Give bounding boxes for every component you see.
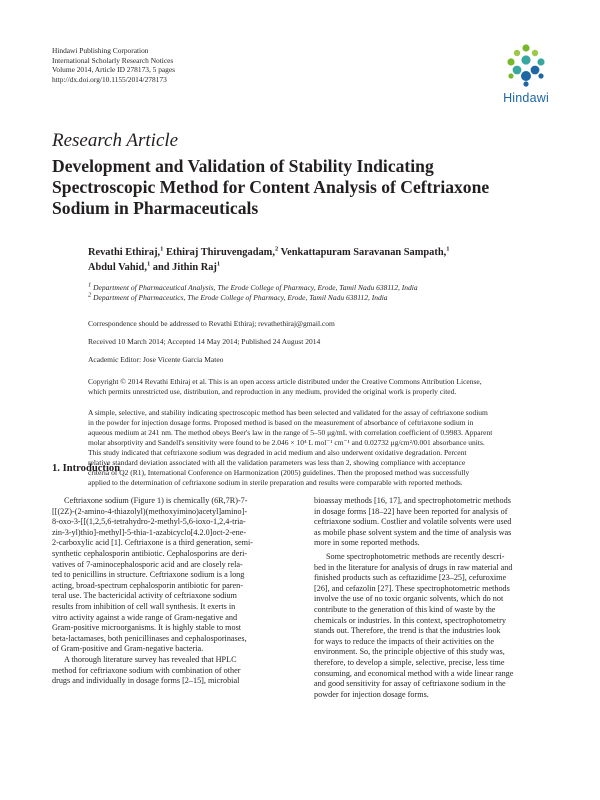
body-text-line: Gram-positive microorganisms. It is highly stable to most bbox=[52, 623, 242, 633]
body-text-line: therefore, to develop a simple, selective, precise, less time bbox=[314, 657, 505, 667]
article-type: Research Article bbox=[52, 130, 179, 151]
body-text-line: drugs and individually in dosage forms [2–15], microbial bbox=[52, 676, 240, 686]
right-column bbox=[314, 496, 554, 700]
body-text-line: vatives of 7-aminocephalosporic acid and are closely rela- bbox=[52, 559, 243, 569]
editor-text: Academic Editor: Jose Vicente Garcia Mateo bbox=[88, 355, 224, 364]
author-affiliation-mark: 1 bbox=[146, 260, 151, 268]
body-text-line: vitro activity against a wide range of Gram-negative and bbox=[52, 612, 238, 622]
body-text-line: 8-oxo-3-[[(1,2,5,6-tetrahydro-2-methyl-5,6-ioxo-1,2,4-tria- bbox=[52, 517, 246, 527]
abstract-line: A simple, selective, and stability indicating spectroscopic method has been selected and validated for the assay of ceftriaxone sodium bbox=[88, 408, 488, 417]
copyright-notice bbox=[88, 377, 578, 397]
body-text-line: acting, broad-spectrum cephalosporin antibiotic for paren- bbox=[52, 580, 243, 590]
affiliation-mark: 2 bbox=[88, 291, 92, 299]
body-text-line: contribute to the generation of this kind of waste by the bbox=[314, 604, 496, 614]
body-text-line: involve the use of no toxic organic solvents, which do not bbox=[314, 594, 504, 604]
title-line: Spectroscopic Method for Content Analysis of Ceftriaxone bbox=[52, 177, 490, 197]
body-text-line: powder for injection dosage forms. bbox=[314, 689, 429, 699]
copyright-line: Copyright © 2014 Revathi Ethiraj et al. This is an open access article distributed under the Creative Commons Attribution License, bbox=[88, 377, 482, 386]
correspondence bbox=[88, 319, 578, 329]
abstract-line: applied to the determination of ceftriaxone sodium in sterile preparation and results were comparable with reported methods. bbox=[88, 478, 463, 487]
body-text-line: ted to penicillins in structure. Ceftriaxone sodium is a long bbox=[52, 570, 245, 580]
body-text-line: stands out. Therefore, the trend is that the industries look bbox=[314, 626, 501, 636]
body-text-line: A thorough literature survey has revealed that HPLC bbox=[64, 654, 237, 664]
body-text-line: consuming, and economical method with a wide linear range bbox=[314, 668, 514, 678]
hindawi-logo-text: Hindawi bbox=[503, 91, 549, 105]
abstract-line: criteria of Q2 (R1), International Conference on Harmonization (2005) guidelines. Then the proposed method was successfully bbox=[88, 468, 470, 477]
abstract-line: aqueous medium at 241 nm. The method obeys Beer's law in the range of 5–50 μg/mL with correlation coefficient of 0.9983. Apparent bbox=[88, 428, 493, 437]
body-text-line: environment. So, the principle objective of this study was, bbox=[314, 647, 505, 657]
academic-editor bbox=[88, 355, 578, 365]
abstract-line: This study indicated that ceftriaxone sodium was degraded in acid medium and also underwent oxidative degradation. Percent bbox=[88, 448, 467, 457]
abstract-line: in the powder for injection dosage forms. Proposed method is based on the measurement of absorbance of ceftriaxone sodium in bbox=[88, 418, 474, 427]
body-text-line: for ways to reduce the impacts of their activities on the bbox=[314, 636, 495, 646]
affiliation bbox=[88, 283, 578, 293]
affiliation-mark: 1 bbox=[88, 281, 92, 289]
author-list bbox=[88, 245, 568, 275]
abstract bbox=[88, 408, 578, 488]
author-name[interactable]: Revathi Ethiraj, bbox=[88, 247, 161, 258]
body-text-line: Ceftriaxone sodium (Figure 1) is chemically (6R,7R)-7- bbox=[64, 496, 248, 505]
body-text-line: more in some reported methods. bbox=[314, 538, 420, 548]
body-text-line: ceftriaxone sodium. Costlier and volatile solvents were used bbox=[314, 517, 512, 527]
author-name[interactable]: Venkattapuram Saravanan Sampath, bbox=[278, 247, 447, 258]
copyright-line: which permits unrestricted use, distribution, and reproduction in any medium, provided the original work is properly cited. bbox=[88, 387, 457, 396]
left-column bbox=[52, 496, 292, 687]
dates-text: Received 10 March 2014; Accepted 14 May 2014; Published 24 August 2014 bbox=[88, 337, 321, 346]
body-text-line: results from inhibition of cell wall synthesis. It exerts in bbox=[52, 601, 236, 611]
section-heading-introduction: 1. Introduction bbox=[52, 463, 121, 474]
hindawi-logo-icon bbox=[506, 43, 546, 87]
author-line bbox=[88, 245, 568, 260]
journal-header bbox=[52, 46, 175, 84]
journal-name: International Scholarly Research Notices bbox=[52, 55, 174, 65]
author-affiliation-mark: 2 bbox=[274, 245, 279, 253]
hindawi-logo[interactable] bbox=[496, 43, 556, 109]
author-line bbox=[88, 260, 568, 275]
correspondence-text[interactable]: Correspondence should be addressed to Revathi Ethiraj; revathethiraj@gmail.com bbox=[88, 319, 335, 328]
affiliation-text: Department of Pharmaceutical Analysis, The Erode College of Pharmacy, Erode, Tamil Nadu 638112, India bbox=[91, 283, 418, 292]
body-text-line: [26], and cefazolin [27]. These spectrophotometric methods bbox=[314, 583, 510, 593]
body-text-line: teral use. The bactericidal activity of ceftriaxone sodium bbox=[52, 591, 237, 601]
author-name[interactable]: Ethiraj Thiruvengadam, bbox=[163, 247, 275, 258]
abstract-line: molar absorptivity and Sandell's sensitivity were found to be 2.046 × 10⁴ L mol⁻¹ cm⁻¹ and 0.02732 μg/cm²/0.001 absorbance units. bbox=[88, 438, 485, 447]
body-text-line: beta-lactamases, both penicillinases and cephalosporinases, bbox=[52, 633, 247, 643]
author-affiliation-mark: 1 bbox=[160, 245, 164, 253]
affiliation bbox=[88, 293, 578, 303]
volume-info: Volume 2014, Article ID 278173, 5 pages bbox=[52, 65, 176, 75]
body-text-line: zin-3-yl)thio]-methyl]-5-thia-1-azabicyclo[4.2.0]oct-2-ene- bbox=[52, 527, 247, 537]
title-line: Sodium in Pharmaceuticals bbox=[52, 198, 259, 218]
author-affiliation-mark: 1 bbox=[446, 245, 450, 253]
body-text-line: as mobile phase solvent system and the time of analysis was bbox=[314, 527, 512, 537]
abstract-line: relative standard deviation associated with all the validation parameters was less than 2, showing compliance with acceptance bbox=[88, 458, 466, 467]
author-name[interactable]: and Jithin Raj bbox=[150, 262, 217, 273]
body-text-line: and good sensitivity for assay of ceftriaxone sodium in the bbox=[314, 679, 506, 689]
body-text-line: of Gram-positive and Gram-negative bacteria. bbox=[52, 644, 204, 654]
affiliation-text: Department of Pharmaceutics, The Erode College of Pharmacy, Erode, Tamil Nadu 638112, India bbox=[91, 293, 388, 302]
article-title bbox=[52, 156, 552, 219]
body-text-line: synthetic cephalosporin antibiotic. Cephalosporins are deri- bbox=[52, 548, 248, 558]
body-text-line: 2-carboxylic acid [1]. Ceftriaxone is a third generation, semi- bbox=[52, 538, 253, 548]
body-text-line: [[(2Z)-(2-amino-4-thiazolyl)(methoxyimino)acetyl]amino]- bbox=[52, 506, 248, 516]
body-text-line: method for ceftriaxone sodium with combination of other bbox=[52, 665, 241, 675]
body-text-line: chemicals or industries. In this context, spectrophotometry bbox=[314, 615, 506, 625]
author-affiliation-mark: 1 bbox=[216, 260, 221, 268]
body-text-line: bioassay methods [16, 17], and spectrophotometric methods bbox=[314, 496, 511, 505]
title-line: Development and Validation of Stability Indicating bbox=[52, 156, 434, 176]
body-text-line: Some spectrophotometric methods are recently descri- bbox=[326, 551, 505, 561]
doi-link[interactable]: http://dx.doi.org/10.1155/2014/278173 bbox=[52, 74, 167, 84]
body-text-line: finished products such as ceftazidime [23–25], cefuroxime bbox=[314, 573, 507, 583]
affiliations bbox=[88, 283, 578, 303]
body-text-line: bed in the literature for analysis of drugs in raw material and bbox=[314, 562, 513, 572]
body-text-line: in dosage forms [18–22] have been reported for analysis of bbox=[314, 506, 508, 516]
publication-dates bbox=[88, 337, 578, 347]
publisher-name: Hindawi Publishing Corporation bbox=[52, 46, 149, 55]
author-name[interactable]: Abdul Vahid, bbox=[88, 262, 147, 273]
